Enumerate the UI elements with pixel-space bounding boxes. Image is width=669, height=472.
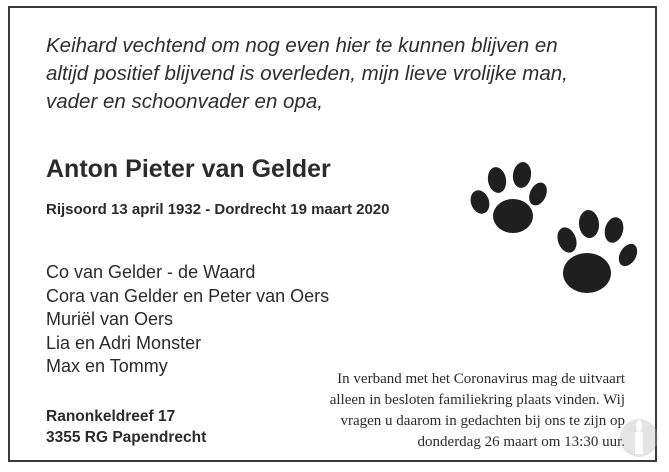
address-street: Ranonkeldreef 17: [46, 408, 176, 425]
notice-line: In verband met het Coronavirus mag de uitvaart: [337, 371, 625, 387]
family-member: Muriël van Oers: [46, 309, 174, 329]
address-block: [46, 406, 206, 448]
intro-line: altijd positief blijvend is overleden, mijn lieve vrolijke man,: [46, 62, 568, 85]
family-member: Max en Tommy: [46, 356, 168, 376]
candle-watermark-icon: [619, 414, 659, 462]
family-list: [46, 261, 329, 379]
funeral-notice: [295, 369, 625, 453]
intro-line: Keihard vechtend om nog even hier te kunnen blijven en: [46, 34, 558, 57]
family-member: Co van Gelder - de Waard: [46, 262, 256, 282]
intro-line: vader en schoonvader en opa,: [46, 90, 323, 113]
notice-line: alleen in besloten familiekring plaats vinden. Wij: [329, 392, 625, 408]
deceased-name: Anton Pieter van Gelder: [46, 155, 331, 183]
notice-line: donderdag 26 maart om 13:30 uur.: [417, 434, 625, 450]
paw-print-upper: [467, 161, 550, 233]
address-city: 3355 RG Papendrecht: [46, 429, 207, 446]
intro-text: [46, 32, 646, 116]
notice-line: vragen u daarom in gedachten bij ons te zijn op: [340, 413, 625, 429]
obituary-card: [8, 6, 657, 462]
paw-print-lower: [554, 209, 641, 293]
family-member: Cora van Gelder en Peter van Oers: [46, 285, 330, 306]
family-member: Lia en Adri Monster: [46, 332, 202, 353]
life-dates: Rijsoord 13 april 1932 - Dordrecht 19 maart 2020: [46, 201, 390, 218]
paw-prints-icon: [465, 158, 645, 308]
